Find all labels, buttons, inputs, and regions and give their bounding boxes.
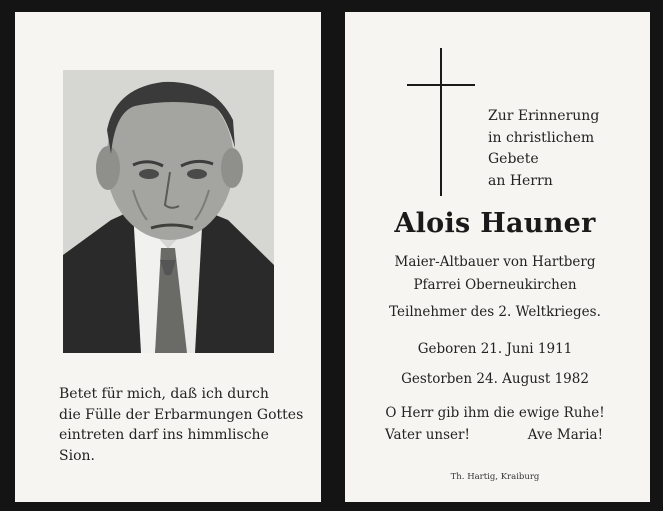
prayer-line: Sion. (59, 447, 95, 464)
war-note: Teilnehmer des 2. Weltkrieges. (389, 304, 601, 320)
deceased-name: Alois Hauner (394, 208, 596, 239)
memory-line: Zur Erinnerung (488, 108, 600, 124)
prayer-line: Betet für mich, daß ich durch (59, 386, 269, 402)
prayer-line: O Herr gib ihm die ewige Ruhe! (385, 405, 605, 421)
left-card (15, 12, 321, 502)
prayer-line: die Fülle der Erbarmungen Gottes (59, 406, 304, 423)
parish: Pfarrei Oberneukirchen (413, 277, 577, 293)
birth-date: Geboren 21. Juni 1911 (417, 341, 573, 357)
printer-credit: Th. Hartig, Kraiburg (450, 472, 540, 482)
death-date: Gestorben 24. August 1982 (401, 371, 589, 387)
memory-line: Gebete (488, 151, 539, 167)
cross-horizontal-beam (407, 84, 475, 86)
prayer-text (59, 384, 309, 466)
portrait-photo (63, 70, 274, 353)
cross-vertical-beam (440, 48, 442, 196)
memory-line: in christlichem (488, 129, 595, 146)
cross-icon (407, 48, 475, 196)
prayer-line: eintreten darf ins himmlische (59, 427, 269, 443)
ave-maria: Ave Maria! (527, 427, 603, 443)
vater-unser: Vater unser! (385, 427, 470, 443)
right-card (345, 12, 650, 502)
portrait-illustration (63, 70, 274, 353)
memory-text (488, 106, 638, 192)
occupation: Maier-Altbauer von Hartberg (394, 254, 596, 270)
memory-line: an Herrn (488, 172, 553, 189)
